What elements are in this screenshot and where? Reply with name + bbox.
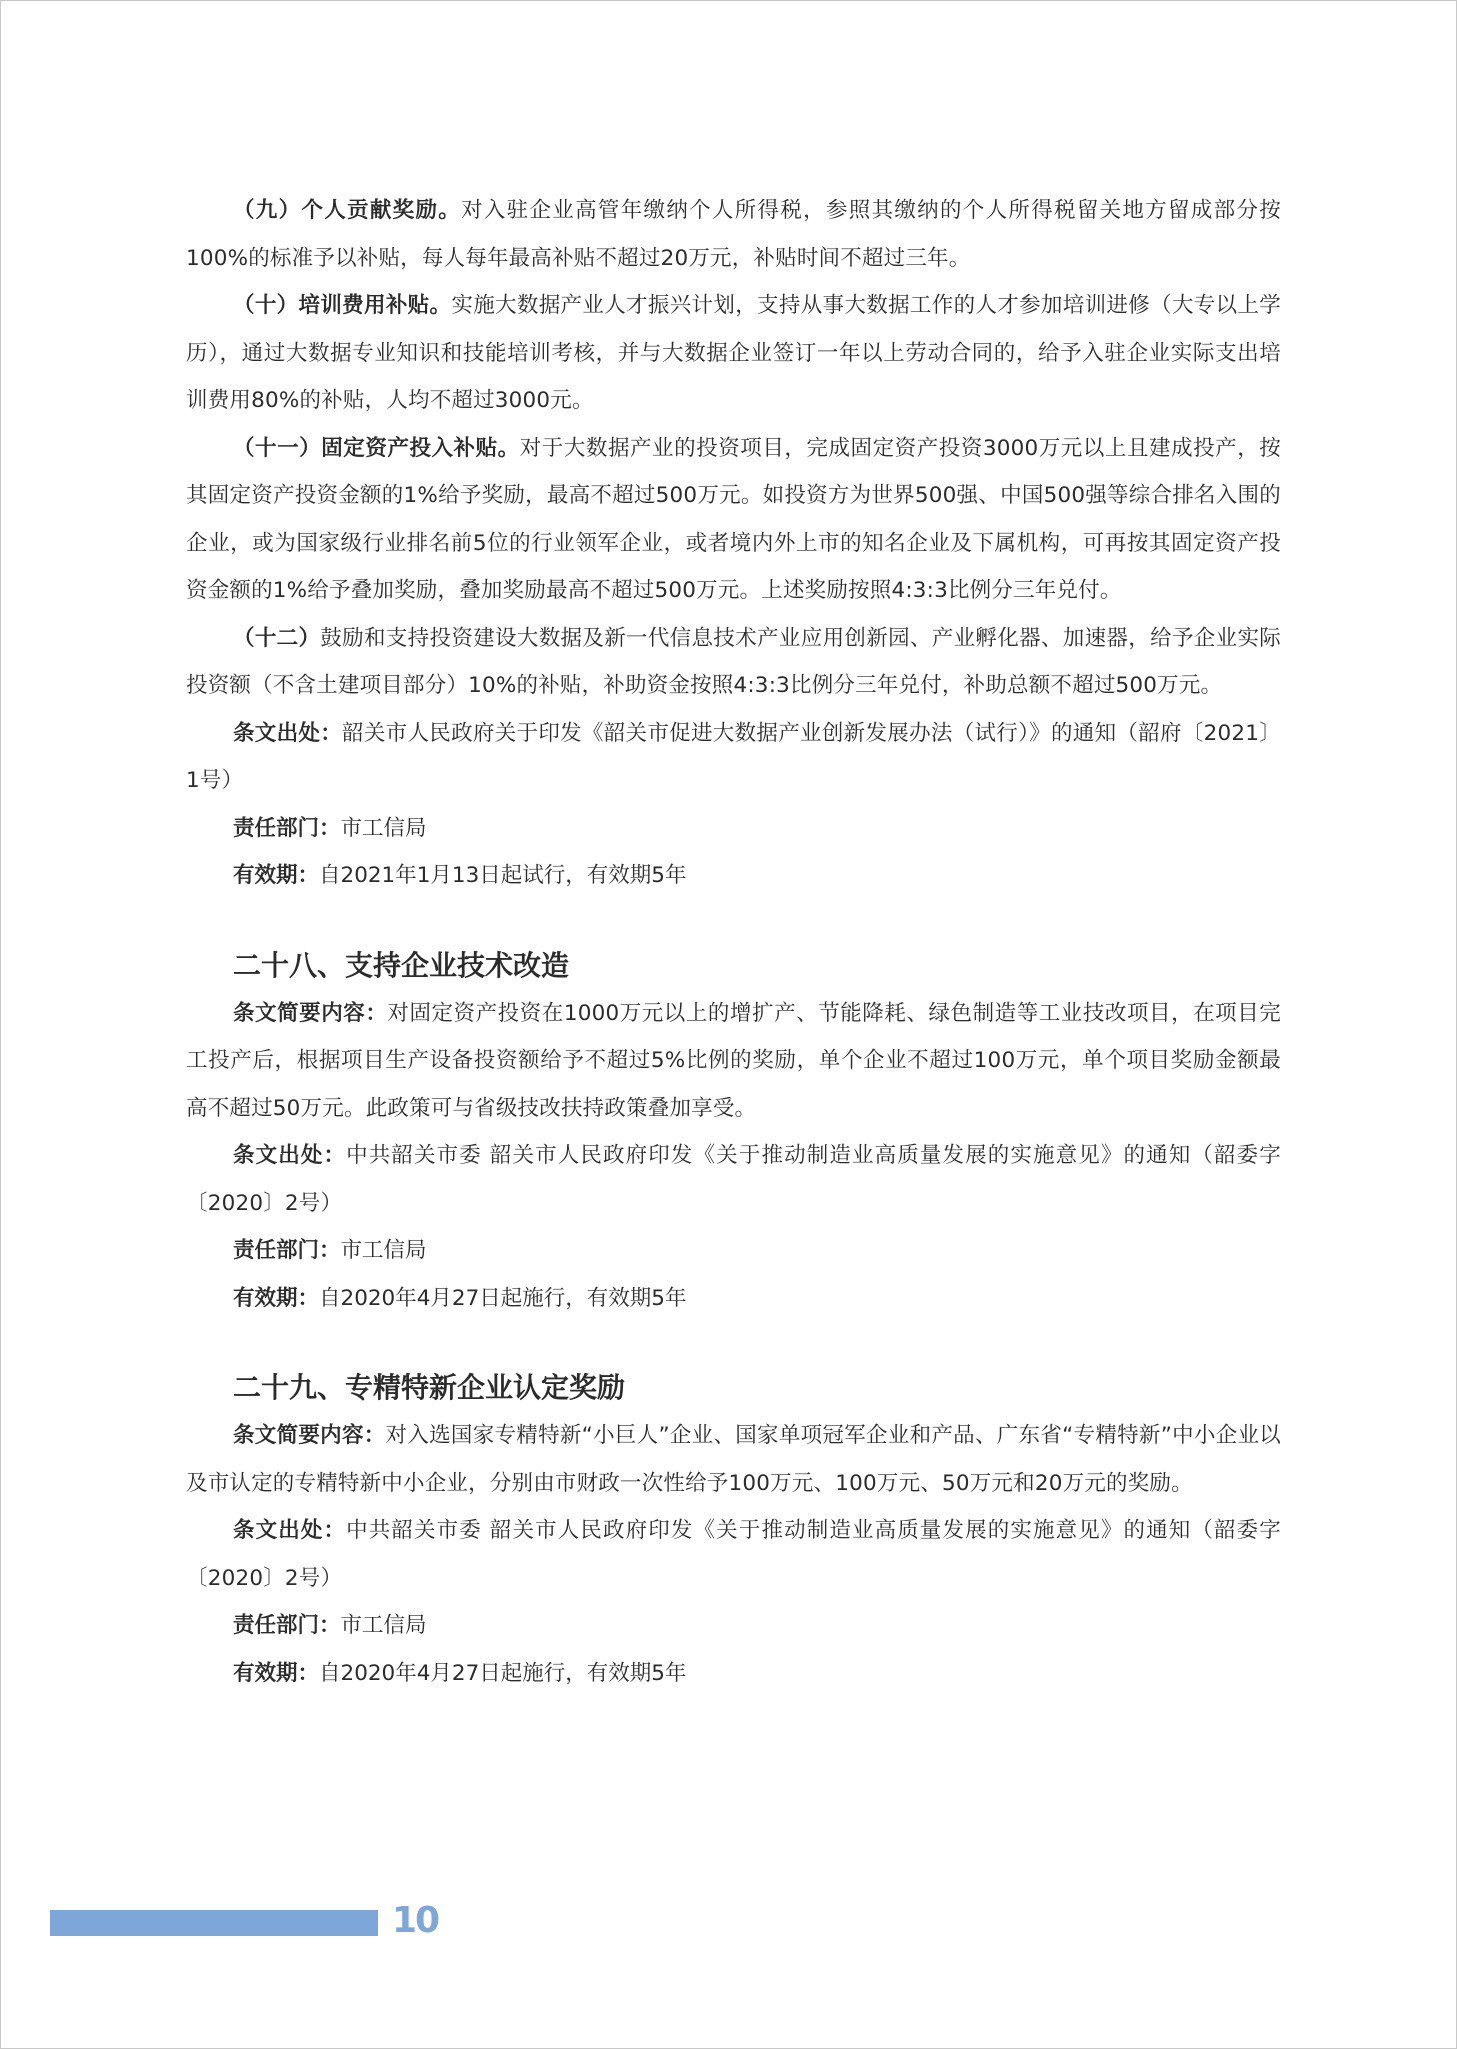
validity-text: 自2021年1月13日起试行，有效期5年 bbox=[319, 863, 687, 888]
section27-dept bbox=[186, 805, 1281, 853]
policy-item-9-text: 对入驻企业高管年缴纳个人所得税，参照其缴纳的个人所得税留关地方留成部分按100%的标准予以补贴，每人每年最高补贴不超过20万元，补贴时间不超过三年。 bbox=[186, 198, 1281, 271]
summary-text: 对入选国家专精特新“小巨人”企业、国家单项冠军企业和产品、广东省“专精特新”中小企业以及市认定的专精特新中小企业，分别由市财政一次性给予100万元、100万元、50万元和20万元的奖励。 bbox=[186, 1423, 1281, 1496]
validity-text: 自2020年4月27日起施行，有效期5年 bbox=[319, 1660, 687, 1686]
policy-item-12-text: 鼓励和支持投资建设大数据及新一代信息技术产业应用创新园、产业孵化器、加速器，给予企业实际投资额（不含土建项目部分）10%的补贴，补助资金按照4:3:3比例分三年兑付，补助总额不超过500万元。 bbox=[186, 625, 1281, 698]
validity-label: 有效期： bbox=[233, 863, 320, 888]
section-spacer bbox=[186, 900, 1281, 942]
summary-label: 条文简要内容： bbox=[233, 1423, 386, 1448]
section-spacer bbox=[186, 1322, 1281, 1364]
summary-text: 对固定资产投资在1000万元以上的增扩产、节能降耗、绿色制造等工业技改项目，在项目完工投产后，根据项目生产设备投资额给予不超过5%比例的奖励，单个企业不超过100万元，单个项目奖励金额最高不超过50万元。此政策可与省级技改扶持政策叠加享受。 bbox=[186, 1000, 1281, 1121]
dept-label: 责任部门： bbox=[233, 1238, 341, 1263]
validity-text: 自2020年4月27日起施行，有效期5年 bbox=[319, 1285, 687, 1311]
section29-dept bbox=[186, 1602, 1281, 1650]
policy-item-11-heading: （十一）固定资产投入补贴。 bbox=[233, 435, 520, 461]
summary-label: 条文简要内容： bbox=[233, 1000, 388, 1026]
validity-label: 有效期： bbox=[233, 1660, 320, 1686]
section27-validity bbox=[186, 852, 1281, 900]
section27-source bbox=[186, 710, 1281, 805]
source-text: 中共韶关市委 韶关市人民政府印发《关于推动制造业高质量发展的实施意见》的通知（韶委字〔2020〕2号） bbox=[186, 1143, 1281, 1216]
policy-item-11 bbox=[186, 425, 1281, 615]
dept-text: 市工信局 bbox=[340, 1613, 427, 1638]
dept-text: 市工信局 bbox=[340, 815, 427, 841]
policy-item-10-text: 实施大数据产业人才振兴计划，支持从事大数据工作的人才参加培训进修（大专以上学历），通过大数据专业知识和技能培训考核，并与大数据企业签订一年以上劳动合同的，给予入驻企业实际支出培训费用80%的补贴，人均不超过3000元。 bbox=[186, 293, 1281, 413]
validity-label: 有效期： bbox=[233, 1285, 320, 1311]
policy-item-10-heading: （十）培训费用补贴。 bbox=[233, 293, 452, 318]
policy-item-9 bbox=[186, 187, 1281, 282]
policy-item-10 bbox=[186, 282, 1281, 425]
section28-dept bbox=[186, 1227, 1281, 1275]
section29-summary bbox=[186, 1412, 1281, 1507]
policy-item-9-heading: （九）个人贡献奖励。 bbox=[233, 198, 462, 223]
section29-source bbox=[186, 1507, 1281, 1602]
dept-label: 责任部门： bbox=[233, 815, 341, 841]
dept-text: 市工信局 bbox=[340, 1238, 427, 1263]
policy-item-11-text: 对于大数据产业的投资项目，完成固定资产投资3000万元以上且建成投产，按其固定资产投资金额的1%给予奖励，最高不超过500万元。如投资方为世界500强、中国500强等综合排名入围的企业，或为国家级行业排名前5位的行业领军企业，或者境内外上市的知名企业及下属机构，可再按其固定资产投资金额的1%给予叠加奖励，叠加奖励最高不超过500万元。上述奖励按照4:3:3比例分三年兑付。 bbox=[186, 435, 1281, 603]
section28-title: 二十八、支持企业技术改造 bbox=[233, 948, 570, 982]
source-label: 条文出处： bbox=[233, 1518, 347, 1543]
source-text: 韶关市人民政府关于印发《韶关市促进大数据产业创新发展办法（试行）》的通知（韶府〔2021〕1号） bbox=[186, 720, 1281, 793]
source-label: 条文出处： bbox=[233, 720, 343, 746]
section29-title: 二十九、专精特新企业认定奖励 bbox=[233, 1371, 626, 1404]
footer-accent-bar bbox=[50, 1910, 378, 1936]
policy-item-12 bbox=[186, 615, 1281, 710]
section28-validity bbox=[186, 1275, 1281, 1323]
document-body bbox=[186, 187, 1281, 1697]
section29-validity bbox=[186, 1650, 1281, 1698]
source-label: 条文出处： bbox=[233, 1143, 347, 1168]
dept-label: 责任部门： bbox=[233, 1613, 341, 1638]
section28-summary bbox=[186, 990, 1281, 1133]
source-text: 中共韶关市委 韶关市人民政府印发《关于推动制造业高质量发展的实施意见》的通知（韶委字〔2020〕2号） bbox=[186, 1518, 1281, 1591]
section28-source bbox=[186, 1132, 1281, 1227]
policy-item-12-heading: （十二） bbox=[233, 625, 321, 651]
page-number: 10 bbox=[392, 1900, 439, 1941]
